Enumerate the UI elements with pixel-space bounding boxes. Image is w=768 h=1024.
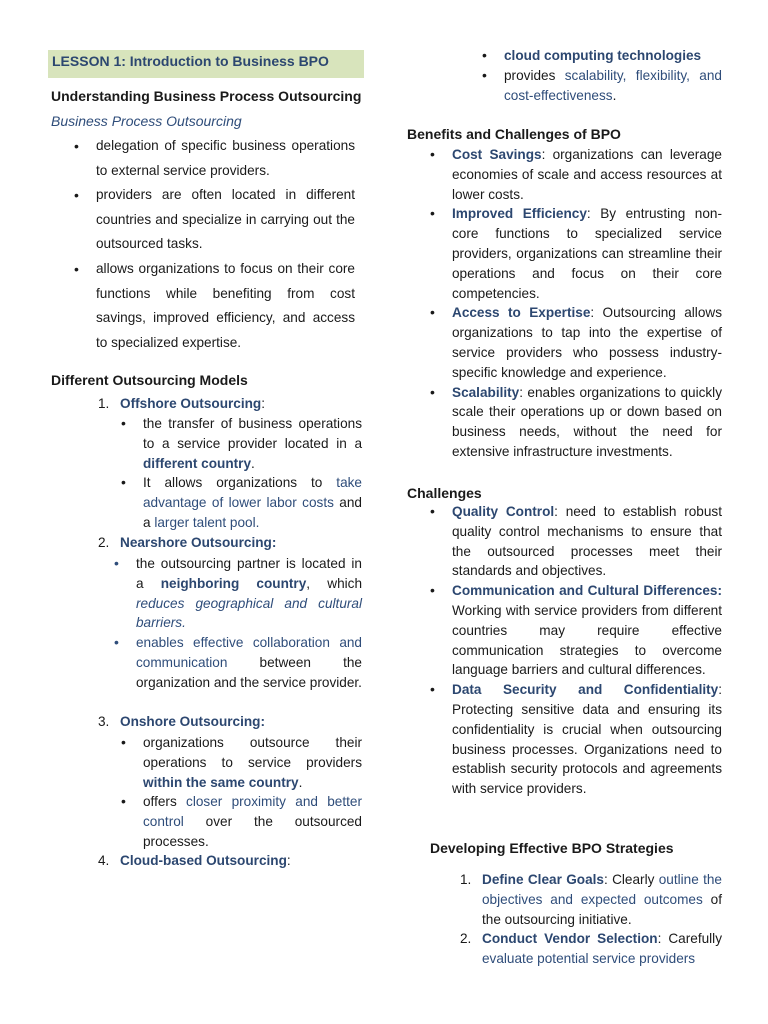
text-bold: different country — [143, 455, 251, 471]
list-item — [504, 66, 722, 106]
text: : Clearly — [603, 872, 659, 887]
term: Cost Savings — [452, 147, 542, 162]
cloud-bullets — [504, 46, 722, 105]
list-item — [143, 792, 362, 851]
text: : Protecting sensitive data and ensuring its confidentiality is crucial when outsourcing business processes. Organizations need to establish security protocols and agreements with service providers. — [452, 682, 722, 797]
challenges-list — [452, 502, 722, 799]
text: : Carefully — [657, 931, 722, 946]
list-item — [136, 633, 362, 692]
text-bold: neighboring country — [160, 575, 307, 591]
text: It allows organizations to — [143, 475, 337, 491]
text-blue: outline the objectives and expected outcomes — [482, 872, 722, 907]
bpo-term: Business Process Outsourcing — [51, 113, 242, 129]
term: Access to Expertise — [452, 305, 591, 321]
term: Conduct Vendor Selection — [482, 931, 658, 946]
lesson-title: LESSON 1: Introduction to Business BPO — [48, 50, 364, 78]
text: of the outsourcing initiative. — [482, 891, 722, 927]
text: . — [298, 774, 303, 790]
model-cloud — [98, 851, 291, 871]
colon: : — [261, 396, 266, 411]
bpo-bullet-list — [96, 134, 355, 355]
text: . — [251, 455, 255, 471]
text-blue: take advantage of lower labor costs — [143, 475, 362, 511]
term: Quality Control — [452, 504, 555, 519]
model-onshore — [98, 712, 266, 732]
term: Define Clear Goals — [482, 872, 604, 887]
text: , which — [306, 575, 363, 591]
list-item — [143, 473, 362, 532]
benefits-heading: Benefits and Challenges of BPO — [407, 126, 621, 142]
strategy-2 — [460, 929, 722, 969]
term: Scalability — [452, 384, 520, 400]
strategy-number: 2. — [460, 931, 472, 946]
list-item — [452, 502, 722, 581]
text: : Outsourcing allows organizations to tap into the expertise of service providers who possess industry-specific knowledge and experience. — [452, 305, 722, 380]
onshore-bullets — [143, 733, 362, 852]
section-heading: Understanding Business Process Outsourcing — [51, 88, 362, 104]
text: the transfer of business operations to a service provider located in a — [143, 416, 362, 451]
strategy-number: 1. — [460, 872, 472, 887]
model-number: 4. — [98, 853, 110, 868]
text-bold: cloud computing technologies — [504, 48, 702, 63]
text: provides — [504, 67, 565, 83]
list-item — [452, 204, 722, 303]
text: : need to establish robust quality control mechanisms to ensure that the outsourced processes meet their standards and objectives. — [452, 504, 722, 579]
text-blue: enables effective collaboration and communication — [136, 635, 362, 670]
text: organizations outsource their operations to service providers — [143, 735, 362, 770]
offshore-bullets — [143, 414, 362, 533]
text-blue: scalability, flexibility, and cost-effectiveness — [504, 67, 722, 103]
list-item — [136, 554, 362, 633]
text: : By entrusting non-core functions to specialized service providers, organizations can streamline their operations and focus on their core competencies. — [452, 206, 722, 301]
strategy-1 — [460, 870, 722, 929]
model-number: 1. — [98, 396, 110, 411]
model-number: 2. — [98, 535, 110, 550]
term: Data Security and Confidentiality — [452, 682, 719, 698]
model-nearshore — [98, 533, 277, 553]
models-heading: Different Outsourcing Models — [51, 372, 248, 388]
text: offers — [143, 794, 187, 810]
list-item — [143, 733, 362, 792]
term: Improved Efficiency — [452, 206, 587, 222]
model-title: Nearshore Outsourcing: — [120, 535, 277, 550]
text-blue: evaluate potential service providers — [482, 950, 696, 966]
text-blue: closer proximity and better control — [143, 794, 362, 830]
list-item: • allows organizations to focus on their core functions while benefiting from cost savings, improved efficiency, and access to specialized expertise. — [96, 257, 355, 355]
model-number: 3. — [98, 714, 110, 729]
list-item: • delegation of specific business operations to external service providers. — [96, 134, 355, 183]
list-item — [504, 46, 722, 66]
list-item — [452, 581, 722, 680]
list-item — [452, 303, 722, 382]
strategies-heading: Developing Effective BPO Strategies — [430, 840, 674, 856]
text: between the organization and the service provider. — [136, 654, 362, 690]
list-item: • providers are often located in different countries and specialize in carrying out the outsourced tasks. — [96, 183, 355, 257]
challenges-heading: Challenges — [407, 485, 482, 501]
text: the outsourcing partner is located in a — [136, 556, 362, 591]
text-blue: larger talent pool. — [154, 514, 260, 530]
text: over the outsourced processes. — [143, 814, 362, 849]
text-italic: reduces geographical and cultural barriers. — [136, 595, 362, 631]
text: . — [612, 87, 617, 103]
list-item — [452, 680, 722, 799]
list-item — [452, 145, 722, 204]
list-item — [452, 383, 722, 462]
text: : enables organizations to quickly scale their operations up or down based on business needs, without the need for extensive infrastructure investments. — [452, 384, 722, 459]
text: Working with service providers from different countries may require effective communication strategies to overcome language barriers and cultural differences. — [452, 602, 722, 678]
text: and a — [143, 495, 362, 530]
list-item — [143, 414, 362, 473]
text: : organizations can leverage economies of scale and access resources at lower costs. — [452, 147, 722, 202]
benefits-list — [452, 145, 722, 462]
nearshore-bullets — [136, 554, 362, 693]
model-title: Offshore Outsourcing — [120, 396, 262, 411]
colon: : — [286, 853, 291, 868]
term: Communication and Cultural Differences: — [452, 583, 722, 599]
text-bold: within the same country — [143, 774, 299, 790]
model-title: Onshore Outsourcing: — [120, 714, 266, 729]
model-offshore — [98, 394, 266, 414]
model-title: Cloud-based Outsourcing — [120, 853, 287, 868]
